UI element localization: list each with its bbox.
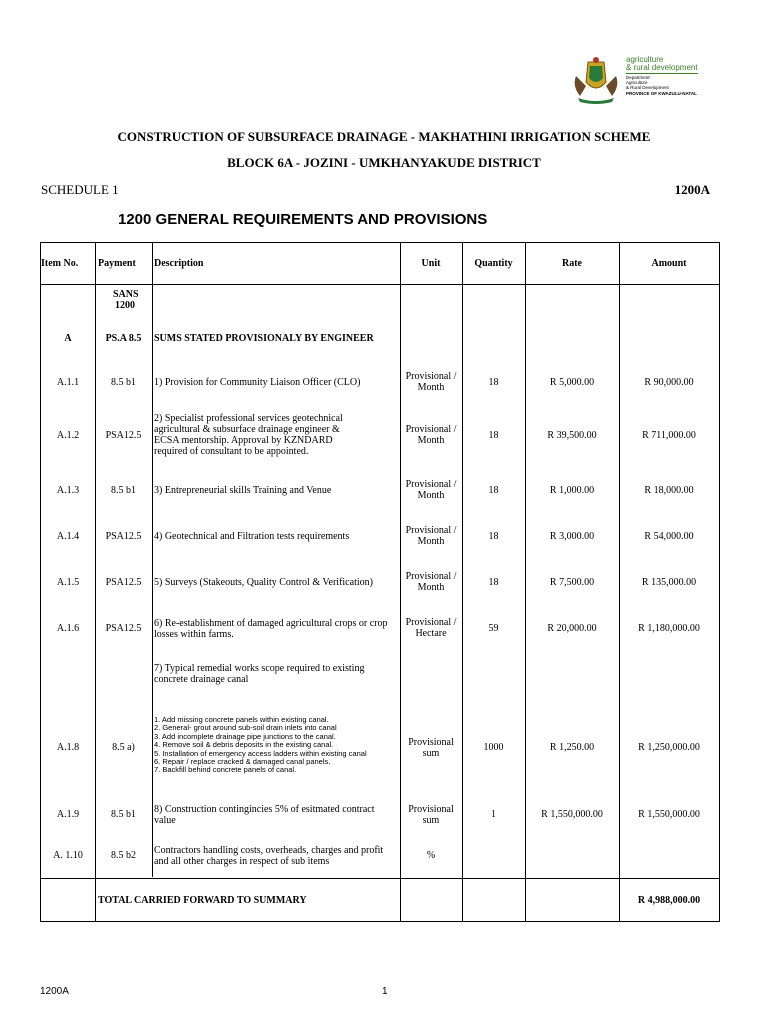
item-unit: Provisional / Month (405, 479, 457, 501)
document-title: CONSTRUCTION OF SUBSURFACE DRAINAGE - MAKHATHINI IRRIGATION SCHEME (117, 129, 651, 144)
item-unit: % (426, 850, 436, 861)
item-description: 3) Entrepreneurial skills Training and Venue (154, 485, 332, 496)
item-description: 5) Surveys (Stakeouts, Quality Control & Verification) (154, 577, 373, 588)
payment-ref: PSA12.5 (105, 577, 142, 588)
remedial-works-list (154, 716, 400, 775)
item-no: A.1.5 (56, 577, 80, 588)
list-item: 7. Backfill behind concrete panels of canal. (154, 765, 297, 775)
col-header-rate: Rate (562, 258, 582, 269)
logo-text-line: PROVINCE OF KWAZULU-NATAL (626, 90, 697, 96)
col-header-unit: Unit (421, 258, 441, 269)
list-item: 4. Remove soil & debris deposits in the existing canal. (154, 740, 334, 750)
item-quantity: 1 (491, 809, 496, 820)
total-label: TOTAL CARRIED FORWARD TO SUMMARY (98, 895, 307, 906)
item-description: 7) Typical remedial works scope required to existing concrete drainage canal (154, 663, 365, 685)
item-amount: R 1,250,000.00 (638, 742, 700, 753)
col-header-amount: Amount (651, 258, 687, 269)
item-no: A. 1.10 (53, 850, 83, 861)
item-rate: R 1,250.00 (549, 742, 595, 753)
item-no: A.1.1 (56, 377, 80, 388)
section-payment: PS.A 8.5 (105, 333, 142, 344)
item-description: Contractors handling costs, overheads, charges and profit and all other charges in respect of sub items (154, 845, 384, 867)
item-description: 4) Geotechnical and Filtration tests requirements (154, 531, 350, 542)
item-quantity: 18 (488, 377, 499, 388)
item-rate: R 1,000.00 (549, 485, 595, 496)
item-quantity: 18 (488, 577, 499, 588)
list-item: 1. Add missing concrete panels within existing canal. (154, 715, 329, 724)
total-amount: R 4,988,000.00 (637, 895, 701, 906)
item-rate: R 3,000.00 (549, 531, 595, 542)
schedule-code: 1200A (674, 182, 710, 197)
list-item: 3. Add incomplete drainage pipe junctions to the canal. (154, 731, 336, 741)
item-amount: R 135,000.00 (641, 577, 697, 588)
item-quantity: 18 (488, 430, 499, 441)
item-unit: Provisional / Month (405, 371, 457, 393)
section-title: 1200 GENERAL REQUIREMENTS AND PROVISIONS (118, 211, 488, 228)
item-rate: R 20,000.00 (547, 623, 597, 634)
item-description: 1) Provision for Community Liaison Officer (CLO) (154, 377, 361, 388)
item-amount: R 1,180,000.00 (638, 623, 700, 634)
schedule-label: SCHEDULE 1 (41, 182, 119, 197)
item-quantity: 18 (488, 485, 499, 496)
payment-ref: 8.5 b2 (111, 850, 136, 861)
item-no: A.1.3 (56, 485, 80, 496)
logo-text-line: Department: (626, 75, 651, 80)
logo-text-line: agriculture (626, 55, 664, 64)
item-amount: R 90,000.00 (644, 377, 694, 388)
list-item: 5. Installation of emergency access ladders within existing canal (154, 748, 367, 758)
list-item: 6. Repair / replace cracked & damaged canal panels. (154, 757, 331, 767)
payment-ref: 8.5 b1 (111, 485, 136, 496)
page-number: 1 (382, 986, 388, 997)
item-no: A.1.2 (56, 430, 80, 441)
item-no: A.1.8 (56, 742, 80, 753)
payment-ref: 8.5 b1 (111, 377, 136, 388)
item-no: A.1.9 (56, 809, 80, 820)
item-amount: R 711,000.00 (642, 430, 696, 441)
total-divider (41, 878, 719, 879)
column-divider (152, 243, 153, 877)
col-header-item: Item No. (41, 258, 79, 269)
item-no: A.1.6 (56, 623, 80, 634)
sans-reference: SANS 1200 (113, 289, 139, 311)
department-logo (570, 56, 710, 106)
payment-ref: 8.5 b1 (111, 809, 136, 820)
logo-text-line: Agriculture (626, 80, 648, 86)
header-divider (41, 284, 719, 285)
item-unit: Provisional / Hectare (405, 617, 457, 639)
item-unit: Provisional / Month (405, 424, 457, 446)
item-quantity: 59 (488, 623, 499, 634)
footer-code: 1200A (40, 986, 69, 997)
payment-ref: PSA12.5 (105, 623, 142, 634)
payment-ref: PSA12.5 (105, 430, 142, 441)
bill-of-quantities-table (40, 242, 720, 922)
col-header-quantity: Quantity (474, 258, 513, 269)
item-amount: R 54,000.00 (644, 531, 694, 542)
coat-of-arms-icon (570, 56, 622, 104)
item-amount: R 1,550,000.00 (638, 809, 700, 820)
item-amount: R 18,000.00 (644, 485, 694, 496)
item-unit: Provisional / Month (405, 571, 457, 593)
item-rate: R 5,000.00 (549, 377, 595, 388)
item-unit: Provisional sum (408, 804, 454, 826)
section-item: A (64, 333, 72, 344)
item-unit: Provisional / Month (405, 525, 457, 547)
item-rate: R 39,500.00 (547, 430, 597, 441)
logo-text-line: & Rural Development (626, 85, 669, 91)
list-item: 2. General- grout around sub-soil drain inlets into canal (154, 723, 337, 733)
item-quantity: 1000 (483, 742, 504, 753)
item-rate: R 1,550,000.00 (541, 809, 603, 820)
item-unit: Provisional sum (408, 737, 454, 759)
item-no: A.1.4 (56, 531, 80, 542)
item-rate: R 7,500.00 (549, 577, 595, 588)
logo-text-line: & rural development (626, 63, 698, 72)
document-subtitle: BLOCK 6A - JOZINI - UMKHANYAKUDE DISTRICT (227, 155, 541, 170)
payment-ref: PSA12.5 (105, 531, 142, 542)
col-header-payment: Payment (98, 258, 136, 269)
item-quantity: 18 (488, 531, 499, 542)
col-header-description: Description (154, 258, 204, 269)
item-description: 8) Construction contingincies 5% of esitmated contract value (154, 804, 375, 826)
item-description: 2) Specialist professional services geotechnical agricultural & subsurface drainage engineer & ECSA mentorship. Approval by KZNDARD required of consultant to be appointed. (154, 413, 343, 457)
section-description: SUMS STATED PROVISIONALY BY ENGINEER (154, 333, 374, 344)
payment-ref: 8.5 a) (112, 742, 135, 753)
item-description: 6) Re-establishment of damaged agricultural crops or crop losses within farms. (154, 618, 388, 640)
